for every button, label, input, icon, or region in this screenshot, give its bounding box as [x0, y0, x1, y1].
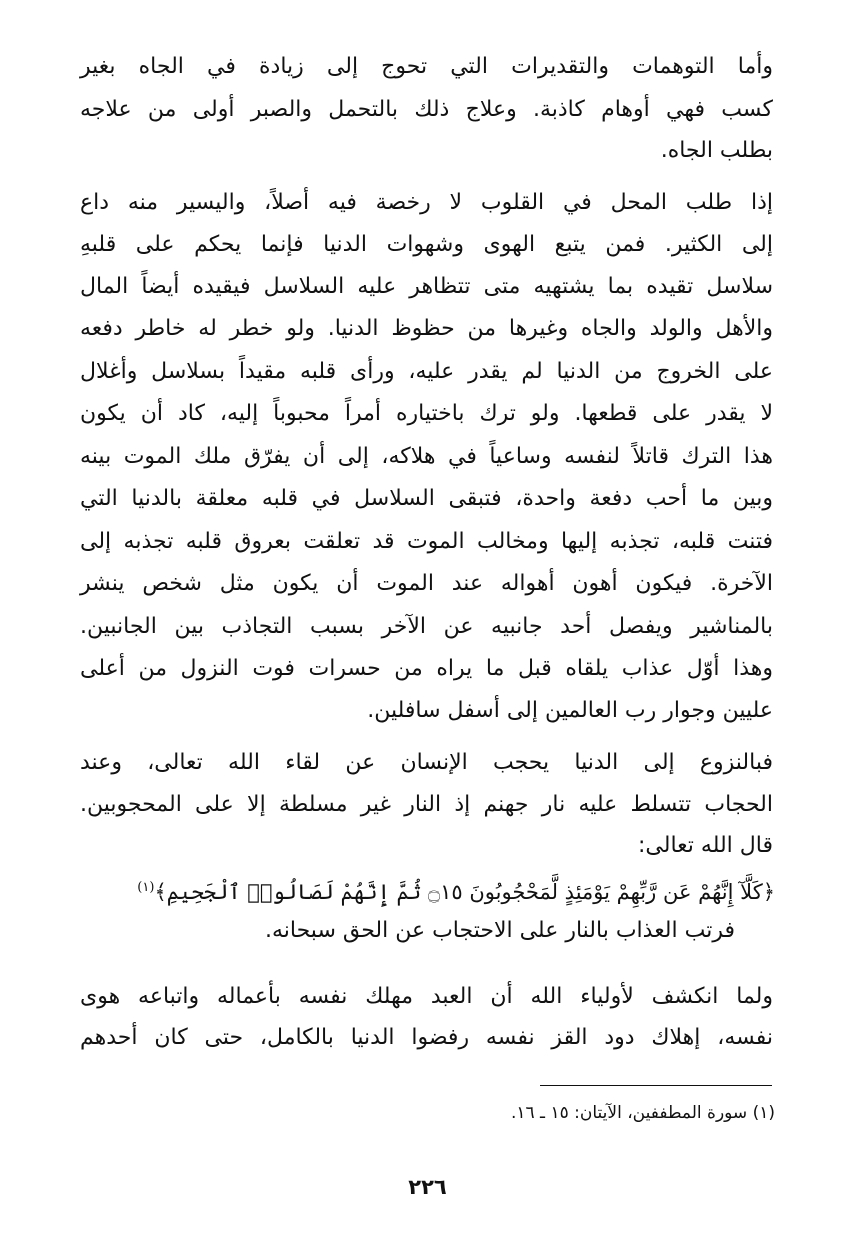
text-line: والأهل والولد والجاه وغيرها من حظوظ الدنيا. ولو خطر له خاطر دفعه	[80, 316, 773, 341]
text-line: إذا طلب المحل في القلوب لا رخصة فيه أصلاً، واليسير منه داع	[80, 190, 773, 215]
text-line: الآخرة. فيكون أهون أهواله عند الموت أن يكون مثل شخص ينشر	[80, 571, 773, 596]
text-line: نفسه، إهلاك دود القز نفسه رفضوا الدنيا بالكامل، حتى كان أحدهم	[80, 1025, 773, 1050]
text-line: فتنت قلبه، تجذبه إليها ومخالب الموت قد تعلقت بعروق قلبه تجذبه إلى	[80, 529, 773, 554]
footnote: (١) سورة المطففين، الآيتان: ١٥ ـ ١٦.	[510, 1103, 775, 1123]
text-line: قال الله تعالى:	[638, 833, 773, 858]
footnote-divider	[540, 1085, 772, 1086]
text-line: وأما التوهمات والتقديرات التي تحوج إلى زيادة في الجاه بغير	[80, 54, 773, 79]
text-line: بالمناشير ويفصل أحد جانبيه عن الآخر بسبب التجاذب بين الجانبين.	[80, 614, 773, 639]
page-number: ٢٢٦	[408, 1175, 447, 1199]
text-line: سلاسل تقيده بما يشتهيه متى تتظاهر عليه السلاسل فيقيده أيضاً المال	[80, 274, 773, 299]
quran-verse	[137, 871, 775, 909]
text-line: بطلب الجاه.	[660, 138, 773, 163]
text-line: وهذا أوّل عذاب يلقاه قبل ما يراه من حسرات فوت النزول من أعلى	[80, 656, 773, 681]
text-line: لا يقدر على قطعها. ولو ترك باختياره أمراً محبوباً إليه، كاد أن يكون	[80, 401, 773, 426]
verse-text: ﴿كَلَّآ إِنَّهُمْ عَن رَّبِّهِمْ يَوْمَئِذٍ لَّمَحْجُوبُونَ ۝١٥ ثُمَّ إِنَّهُمْ لَصَالُوا۟ ٱلْجَحِيمِ﴾	[154, 880, 775, 904]
text-line: الحجاب تتسلط عليه نار جهنم إذ النار غير مسلطة إلا على المحجوبين.	[80, 792, 773, 817]
text-line: على الخروج من الدنيا لم يقدر عليه، ورأى قلبه مقيداً بسلاسل وأغلال	[80, 359, 773, 384]
text-line: إلى الكثير. فمن يتبع الهوى وشهوات الدنيا فإنما يحكم على قلبهِ	[80, 232, 773, 257]
footnote-marker: (١)	[137, 880, 155, 895]
text-line: ولما انكشف لأولياء الله أن العبد مهلك نفسه بأعماله واتباعه هوى	[80, 984, 773, 1009]
text-line: فبالنزوع إلى الدنيا يحجب الإنسان عن لقاء الله تعالى، وعند	[80, 750, 773, 775]
text-line: هذا الترك قاتلاً لنفسه وساعياً في هلاكه، إلى أن يفرّق ملك الموت بينه	[80, 444, 773, 469]
text-line: عليين وجوار رب العالمين إلى أسفل سافلين.	[367, 698, 773, 723]
text-line: فرتب العذاب بالنار على الاحتجاب عن الحق سبحانه.	[264, 918, 735, 943]
text-line: كسب فهي أوهام كاذبة. وعلاج ذلك بالتحمل والصبر أولى من علاجه	[80, 97, 773, 122]
text-line: وبين ما أحب دفعة واحدة، فتبقى السلاسل في قلبه معلقة بالدنيا التي	[80, 486, 773, 511]
